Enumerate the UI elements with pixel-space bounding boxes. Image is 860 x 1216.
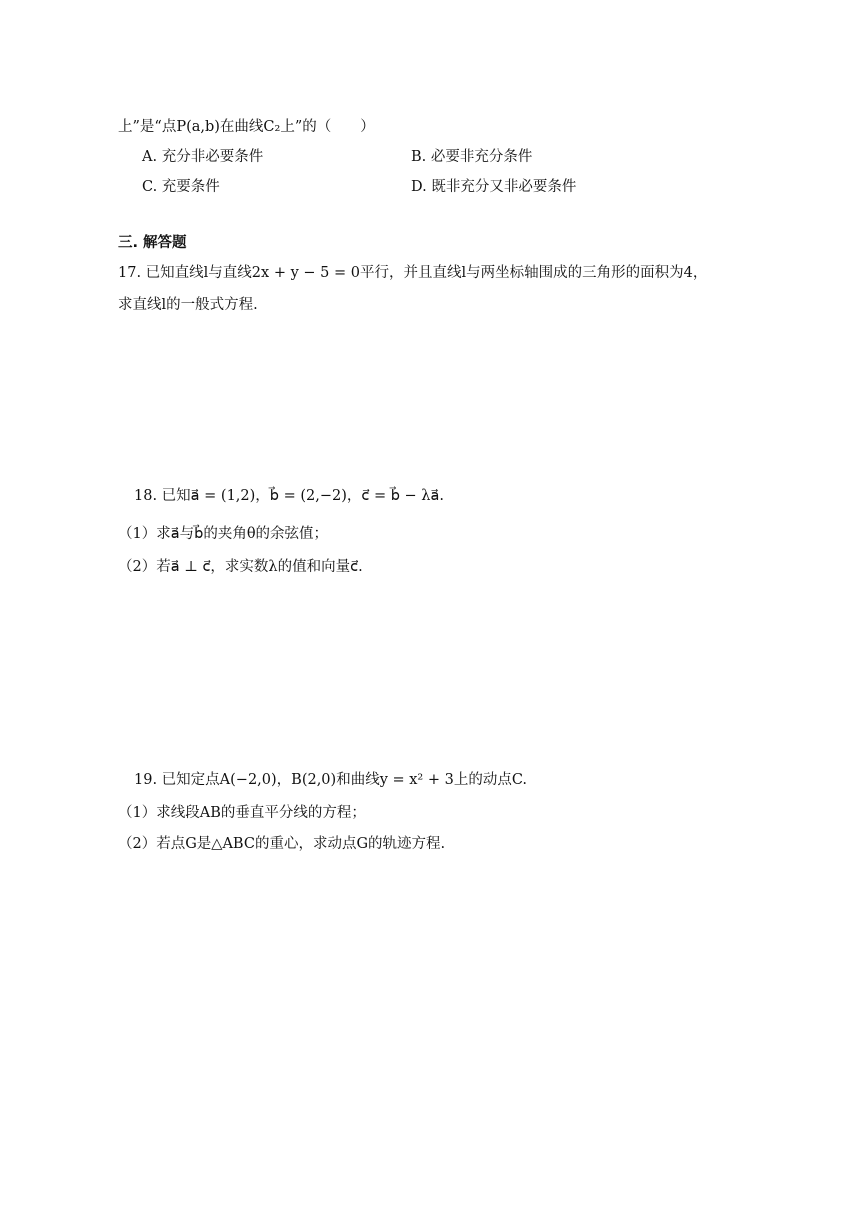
q17-line2: 求直线l的一般式方程. xyxy=(118,297,258,313)
q18-stem: 18. 已知a⃗ = (1,2)，b⃗ = (2,−2)，c⃗ = b⃗ − λa⃗. xyxy=(134,488,444,504)
q18-part2: （2）若a⃗ ⊥ c⃗，求实数λ的值和向量c⃗. xyxy=(118,559,363,575)
option-c: C. 充要条件 xyxy=(142,179,220,195)
option-a: A. 充分非必要条件 xyxy=(142,149,264,165)
section-title: 三. 解答题 xyxy=(118,235,187,251)
q19-stem: 19. 已知定点A(−2,0)，B(2,0)和曲线y = x² + 3上的动点C. xyxy=(134,772,528,788)
option-b: B. 必要非充分条件 xyxy=(411,149,533,165)
q18-part1: （1）求a⃗与b⃗的夹角θ的余弦值； xyxy=(118,526,329,542)
q17-line1: 17. 已知直线l与直线2x + y − 5 = 0平行，并且直线l与两坐标轴围成的三角形的面积为4， xyxy=(118,265,708,281)
q19-part2: （2）若点G是△ABC的重心，求动点G的轨迹方程. xyxy=(118,836,446,852)
q19-part1: （1）求线段AB的垂直平分线的方程； xyxy=(118,805,366,821)
option-d: D. 既非充分又非必要条件 xyxy=(411,179,577,195)
q16-tail-line: 上”是“点P(a,b)在曲线C₂上”的（ ） xyxy=(118,119,375,135)
